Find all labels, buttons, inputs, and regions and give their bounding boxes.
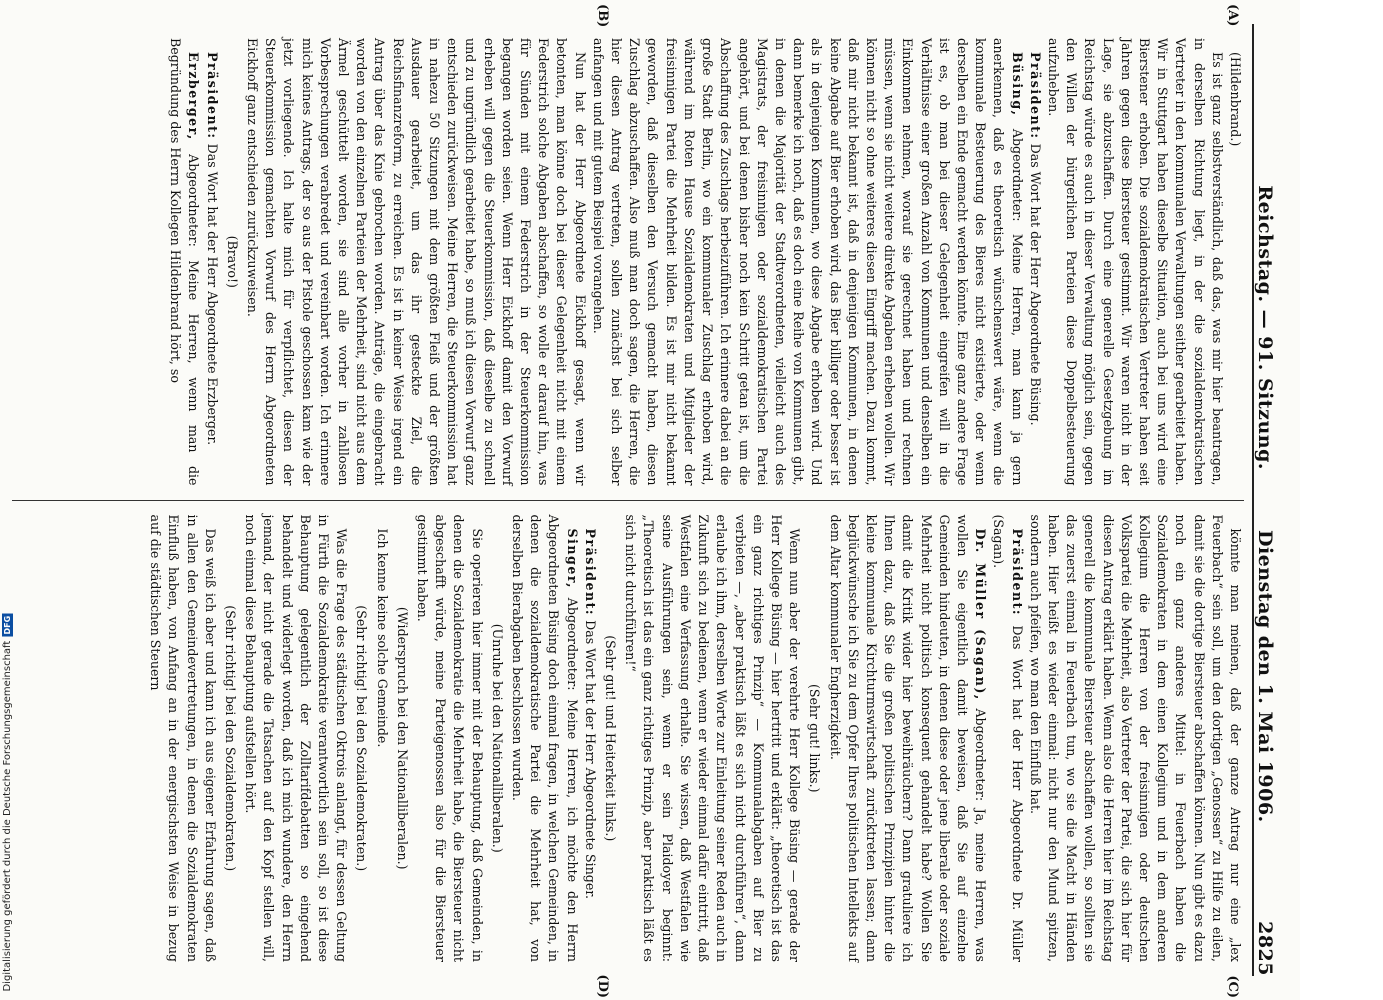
speaker-name: Singer, bbox=[564, 528, 580, 589]
margin-mark-a: (A) bbox=[1225, 4, 1240, 27]
paragraph-text: Wenn nun aber der verehrte Herr Kollege Büsing — gerade der Herr Kollege Büsing — hier hertritt und erklärt: „theoretisch ist das ein ganz richtiges Prinzip“ — Kommunalabgaben auf Bier zu verbieten —, „aber praktisch läßt es sich nicht durchführen“, dann erlaube ich ihm, derselben Worte zur Einleitung seiner Reden auch in Zukunft sich zu bedienen, wenn er wieder einmal dafür eintritt, daß Westfalen eine Verfassung erhalte. Sie wissen, daß Westfalen wie seine Ausführungen sein, wenn er sein Plaidoyer beginnt: „Theoretisch ist das ein ganz richtiges Prinzip, aber praktisch läßt es sich nicht durchführen!“ bbox=[623, 514, 803, 962]
paragraph-text: Nun hat der Herr Abgeordnete Eickhoff gesagt, wenn wir betonten, man könne doch bei dieser Gelegenheit nicht mit einem Federstrich solche Abgaben abschaffen, so wolle er darauf hin, was für Sünden mit einem Federstrich in der Steuerkommission begangen worden seien. Wenn Herr Eickhoff damit den Vorwurf erheben will gegen die Steuerkommission, daß dieselbe zu schnell und zu ungründlich gearbeitet habe, so muß ich diesen Vorwurf ganz entschieden zurückweisen. Meine Herren, die Steuerkommission hat in nahezu 50 Sitzungen mit dem größten Fleiß und der größten Ausdauer gearbeitet, um das ihr gesteckte Ziel, die Reichsfinanzreform, zu erreichen. Es ist in keiner Weise irgend ein Antrag über das Knie gebrochen worden. Anträge, die eingebracht worden von den einzelnen Parteien der Mehrheit, sind nicht aus dem Ärmel geschüttelt worden, sie sind alle vorher in zahllosen Vorbesprechungen verabredet und vereinbart worden. Ich erinnere mich keines Antrags, der so aus der Pistole geschossen kam wie der jetzt vorliegende. Ich halte mich für verpflichtet, diesen der Steuerkommission gemachten Vorwurf des Herrn Abgeordneten Eickhoff ganz entschieden zurückzuweisen. bbox=[245, 38, 588, 486]
paragraph bbox=[621, 515, 803, 963]
speech-text: Abgeordneter: Meine Herren, man kann ja gern anerkennen, daß es theoretisch wünschenswert wäre, wenn die kommunale Besteuerung des Bieres nicht existierte, oder wenn derselben ein Ende gemacht werden könnte. Eine ganz andere Frage ist es, ob man bei dieser Gelegenheit eingreifen will in die Verhältnisse einer großen Anzahl von Kommunen und denselben ein Einkommen nehmen, worauf sie gerechnet haben und rechnen müssen, wenn sie nicht weitere direkte Abgaben erheben wollen. Wir können nicht so ohne weiteres diesen Eingriff machen. Dazu kommt, daß mir nicht bekannt ist, daß in denjenigen Kommunen, in denen keine Abgabe auf Bier erhoben wird, das Bier billiger oder besser ist als in denjenigen Kommunen, wo diese Abgabe erhoben wird. Und dann bemerke ich noch, daß es doch eine Reihe von Kommunen gibt, in denen die Majorität der Stadtverordneten, vielleicht auch des Magistrats, der freisinnigen oder sozialdemokratischen Partei angehört, und bei denen bisher noch kein Schritt getan ist, um die Abschaffung des Zuschlags herbeizuführen. Ich erinnere dabei an die große Stadt Berlin, wo ein kommunaler Zuschlag erhoben wird, während im Roten Hause Sozialdemokraten und Mitglieder der freisinnigen Partei die Mehrheit bilden. Es ist mir nicht bekannt geworden, daß dieselben den Versuch gemacht haben, diesen Zuschlag abzuschaffen. Also muß man doch sagen, die Herren, die hier diesen Antrag vertreten, sollen zunächst bei sich selber anfangen und mit gutem Beispiel vorangehen. bbox=[590, 38, 1025, 486]
interjection bbox=[488, 515, 506, 963]
dfg-logo: DFG bbox=[3, 616, 12, 636]
interjection-text: (Bravo!) bbox=[224, 235, 240, 288]
interjection-text: (Sehr richtig! bei den Sozialdemokraten.) bbox=[354, 605, 370, 872]
speech-text: Das Wort hat der Herr Abgeordnete Dr. Müller (Sagan). bbox=[991, 514, 1025, 962]
interjection-text: (Widerspruch bei den Nationalliberalen.) bbox=[394, 606, 410, 870]
speech-text: Das Wort hat der Herr Abgeordnete Singer. bbox=[582, 616, 598, 899]
speech-text: Das Wort hat der Herr Abgeordnete Büsing. bbox=[1027, 139, 1043, 426]
paragraph-text: könnte man meinen, daß der ganze Antrag nur eine „lex Feuerbach“ sein soll, um den dortigen „Genossen“ zu Hilfe zu eilen, damit sie die dortige Biersteuer abschaffen können. Nun gibt es dazu noch ein ganz anderes Mittel: in Feuerbach haben die Sozialdemokraten in dem einen Kollegium und in dem anderen Kollegium die Herren von der freisinnigen oder deutschen Volkspartei die Mehrheit, also Vertreter der Partei, die sich hier für diesen Antrag erklärt haben. Wenn also die Herren hier im Reichstag generell die kommunale Biersteuer abschaffen wollen, so sollten sie das zuerst einmal in Feuerbach tun, wo sie die Macht in Händen haben. Hier heißt es wieder einmal: nicht nur den Mund spitzen, sondern auch pfeifen, wo man den Einfluß hat. bbox=[1027, 514, 1243, 962]
interjection-text: (Sehr richtig! bei den Sozialdemokraten.) bbox=[223, 605, 239, 872]
paragraph bbox=[1026, 515, 1244, 963]
speaker-paragraph bbox=[581, 515, 599, 963]
interjection bbox=[393, 515, 411, 963]
interjection bbox=[352, 515, 370, 963]
interjection bbox=[805, 515, 823, 963]
speaker-paragraph bbox=[508, 515, 581, 963]
speech-text: Abgeordneter: Meine Herren, ich möchte den Herrn Abgeordneten Büsing doch einmal fragen, in welchen Gemeinden, in denen die sozialdemokratische Partei die Mehrheit hat, von derselben Bierabgaben beschlossen wurden. bbox=[510, 514, 580, 962]
speech-text: Abgeordneter: Meine Herren, wenn man die Begründung des Herrn Kollegen Hildenbrand hört, so bbox=[168, 38, 202, 486]
paragraph bbox=[413, 515, 486, 963]
page-header bbox=[1252, 24, 1288, 976]
speaker-name: Erzberger, bbox=[186, 52, 202, 141]
paragraph bbox=[1226, 38, 1244, 486]
paragraph bbox=[372, 515, 390, 963]
margin-mark-d: (D) bbox=[595, 974, 610, 998]
speaker-name: Dr. Müller (Sagan), bbox=[973, 528, 989, 701]
interjection bbox=[223, 38, 241, 486]
interjection-text: (Sehr gut! und Heiterkeit links.) bbox=[603, 635, 619, 842]
interjection bbox=[221, 515, 239, 963]
speech-text: Abgeordneter: Ja, meine Herren, was wollen Sie eigentlich damit beweisen, daß Sie auf einzelne Gemeinden hindeuten, in denen diese oder jene liberale oder soziale Mehrheit nicht politisch konsequent gehandelt habe? Wollen Sie damit die Kritik wider hier beweihräuchern? Dann gratuliere ich Ihnen dazu, daß Sie die großen politischen Prinzipien hinter die kleine kommunale Kirchturmswirtschaft zurücktreten lassen; dann beglückwünsche ich Sie zu dem Opfer Ihres politischen Intellekts auf dem Altar kommunaler Engherzigkeit. bbox=[827, 514, 989, 962]
speaker-paragraph bbox=[202, 38, 220, 486]
speech-text: Das Wort hat der Herr Abgeordnete Erzberger. bbox=[204, 139, 220, 446]
speaker-paragraph bbox=[1026, 38, 1044, 486]
digitization-note-text: Digitalisierung gefördert durch die Deutsche Forschungsgemeinschaft bbox=[2, 641, 13, 992]
speaker-paragraph bbox=[825, 515, 989, 963]
interjection bbox=[601, 515, 619, 963]
header-left: Reichstag. — 91. Sitzung. bbox=[1254, 185, 1276, 470]
speaker-paragraph bbox=[589, 38, 1026, 486]
speaker-name: Präsident: bbox=[204, 52, 220, 140]
paragraph-text: (Hildenbrand.) bbox=[1228, 52, 1243, 147]
margin-mark-c: (C) bbox=[1225, 975, 1240, 998]
speaker-name: Präsident: bbox=[1009, 528, 1025, 617]
paragraph bbox=[1044, 38, 1226, 486]
speaker-paragraph bbox=[166, 38, 202, 486]
interjection-text: (Unruhe bei den Nationalliberalen.) bbox=[489, 623, 505, 853]
paragraph bbox=[243, 38, 589, 486]
paragraph-text: Was die Frage des städtischen Oktrois anlangt, für dessen Geltung in Fürth die Sozialdemokratie verantwortlich sein soll, so ist diese Behauptung gelegentlich der Zolltarifdebatten so eingehend behandelt und widerlegt worden, daß ich mich wundere, den Herrn jemand, der nicht gerade die Tatsachen auf den Kopf stellen will, noch einmal diese Behauptung aufstellen hört. bbox=[243, 514, 350, 962]
right-column bbox=[12, 501, 1244, 977]
digitization-note bbox=[2, 614, 13, 992]
header-right: Dienstag den 1. Mai 1906. bbox=[1254, 530, 1276, 823]
interjection-text: (Sehr gut! links.) bbox=[807, 683, 823, 793]
paragraph-text: Ich kenne keine solche Gemeinde. bbox=[374, 528, 390, 748]
paragraph bbox=[146, 515, 219, 963]
speaker-name: Büsing, bbox=[1009, 52, 1025, 117]
speaker-paragraph bbox=[989, 515, 1025, 963]
paragraph bbox=[241, 515, 350, 963]
margin-mark-b: (B) bbox=[595, 4, 610, 28]
left-column bbox=[12, 24, 1244, 500]
speaker-name: Präsident: bbox=[582, 528, 598, 617]
paragraph-text: Es ist ganz selbstverständlich, daß das, was mir hier beantragen, in derselben Richtung liegt, in der die sozialdemokratischen Vertreter in den kommunalen Verwaltungen seither gearbeitet haben. Wir in Stuttgart haben dieselbe Situation, auch bei uns wird eine Bierstener erhoben. Die sozialdemokratischen Vertreter haben seit Jahren gegen diese Biersteuer gestimmt. Wir waren nicht in der Lage, sie abzuschaffen. Durch eine generelle Gesetzgebung im Reichstag würde es auch in dieser Verwaltung möglich sein, gegen den Willen der bürgerlichen Parteien diese Doppelbesteuerung aufzuheben. bbox=[1045, 38, 1225, 486]
paragraph-text: Das weiß ich aber und kann ich aus eigener Erfahrung sagen, daß in allen den Gemeindevertretungen, in denen die Sozialdemokraten Einfluß haben, von Anfang an in der energischsten Weise in bezug auf die städtischen Steuern bbox=[148, 514, 218, 962]
page-number: 2825 bbox=[1254, 921, 1276, 976]
paragraph-text: Sie operieren hier immer mit der Behauptung, daß Gemeinden, in denen die Sozialdemokratie die Mehrheit habe, die Biersteuer nicht abgeschafft würde, meine Parteigenossen also für die Biersteuer gestimmt haben. bbox=[415, 514, 485, 962]
speaker-name: Präsident: bbox=[1027, 52, 1043, 140]
